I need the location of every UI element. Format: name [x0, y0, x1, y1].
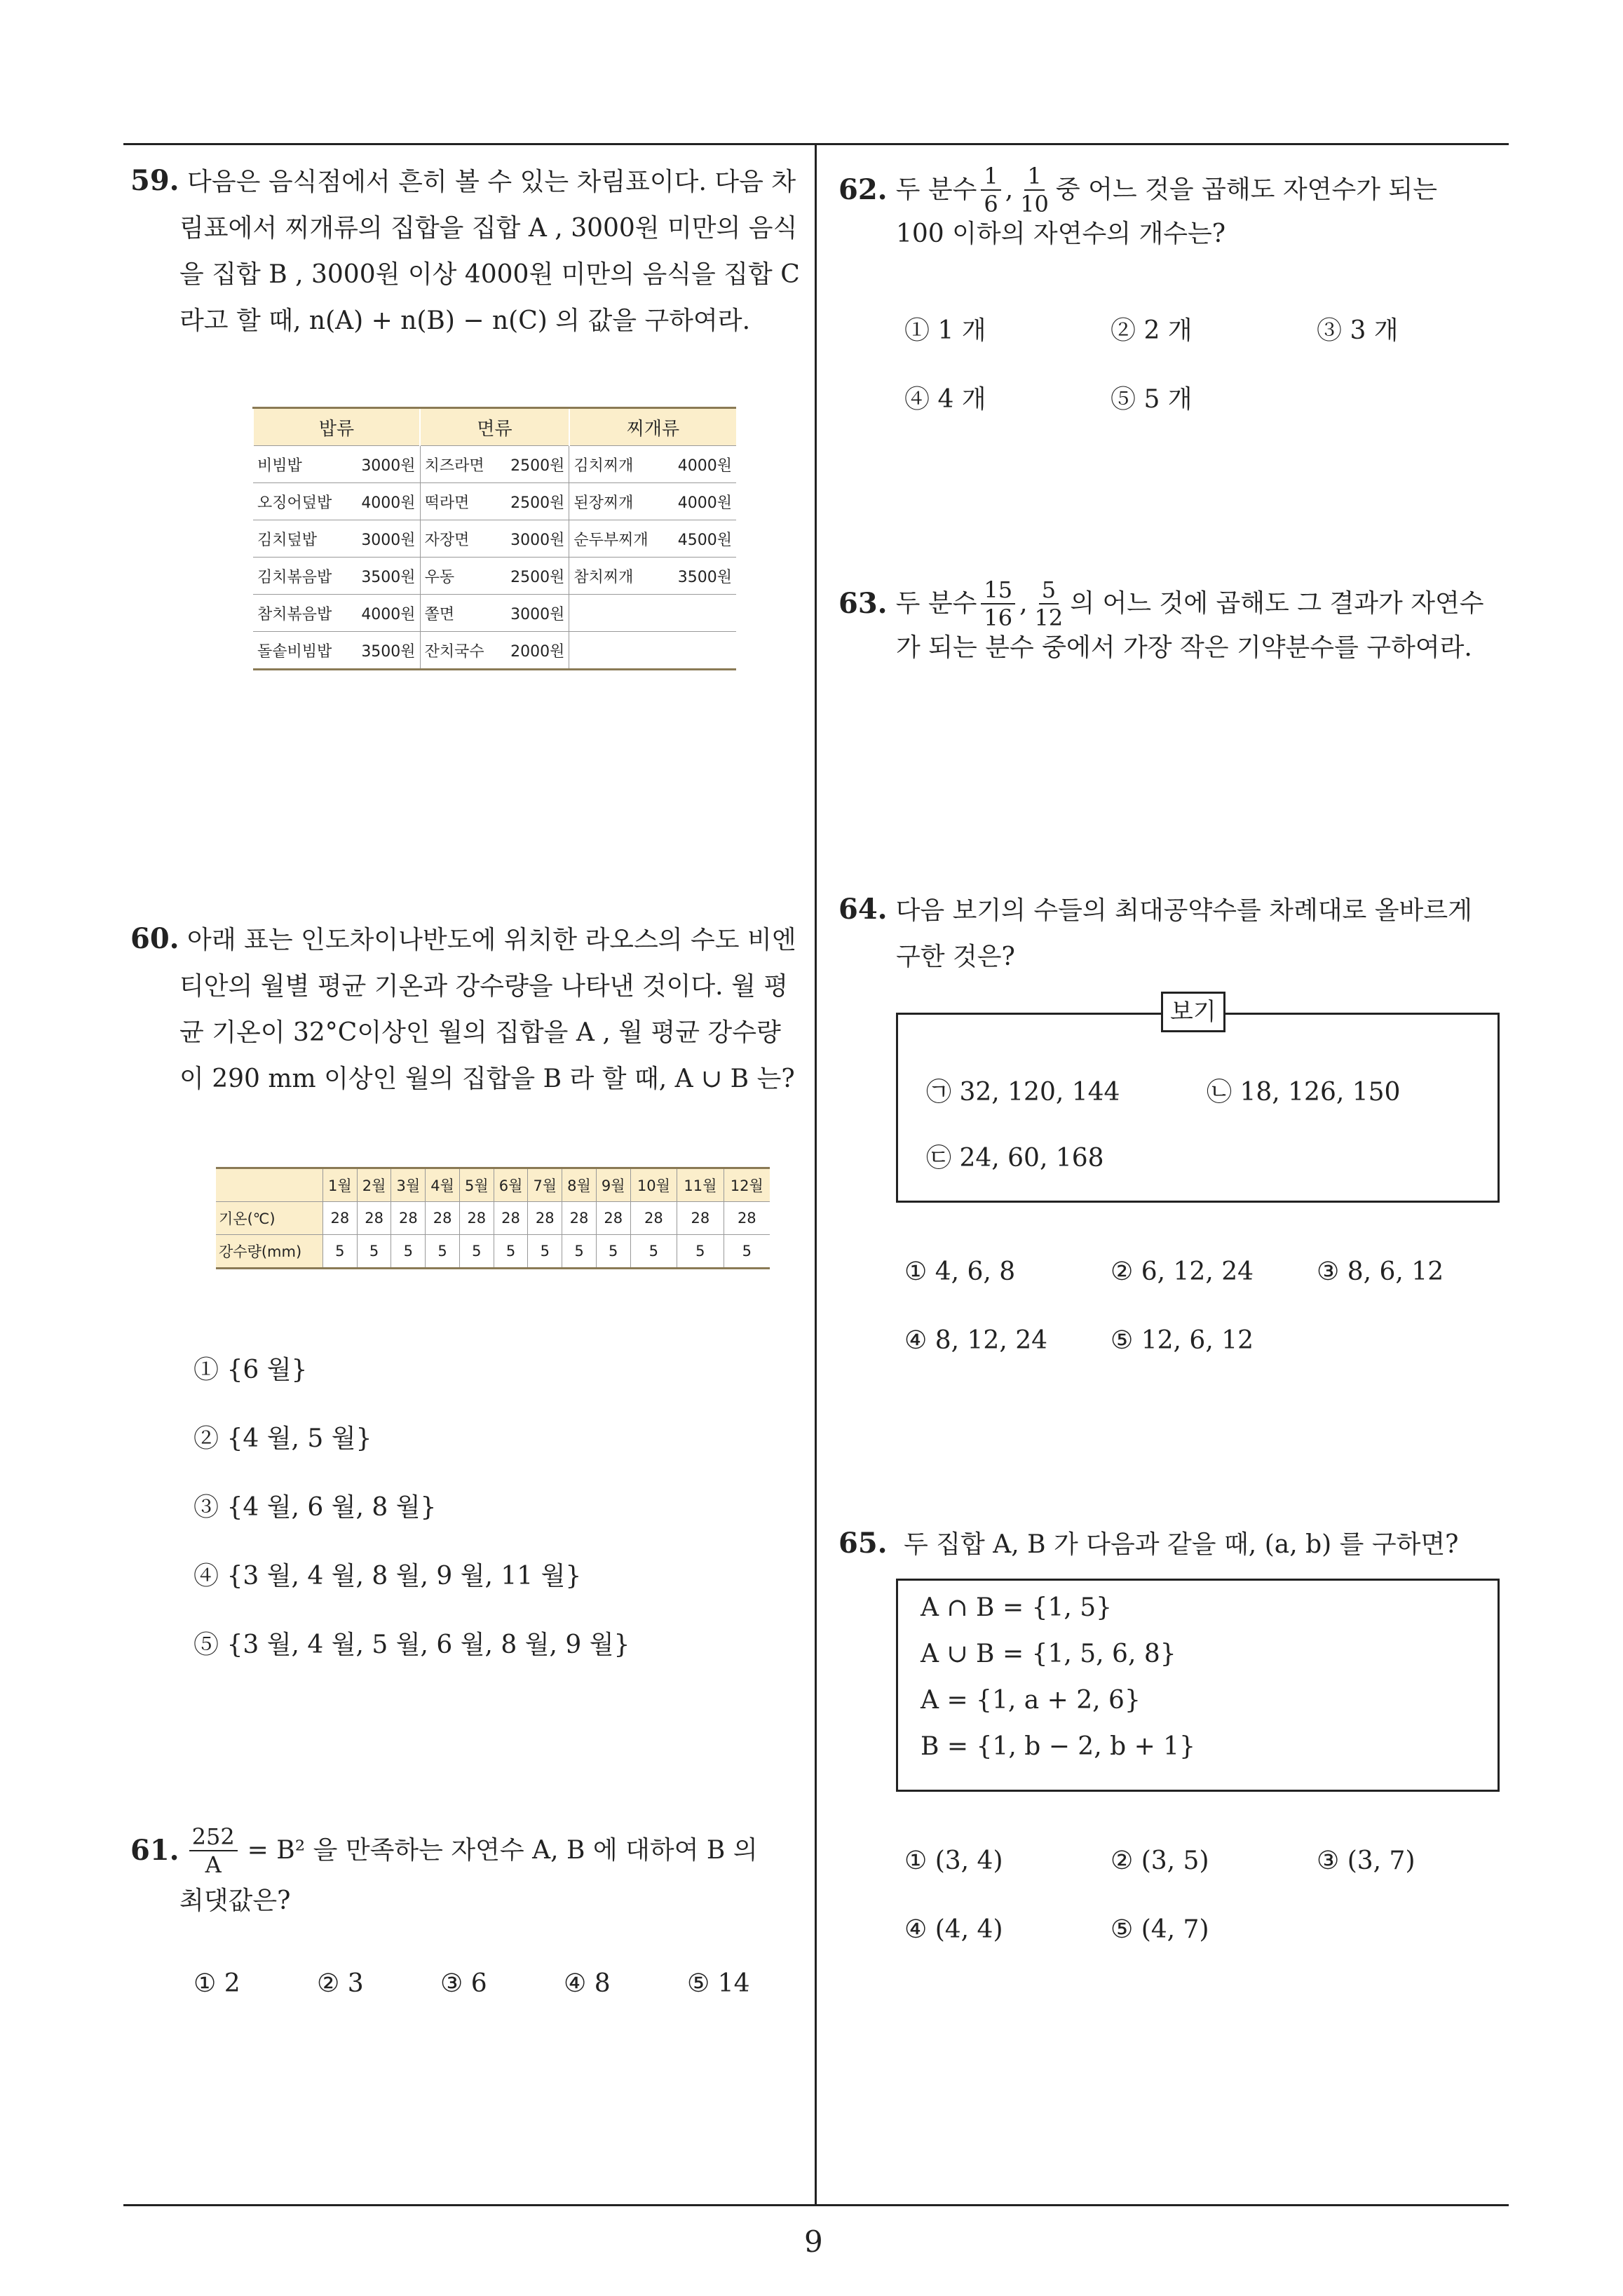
- option-4[interactable]: ④ 8, 12, 24: [904, 1326, 1048, 1355]
- condition-3: A = {1, a + 2, 6}: [921, 1686, 1141, 1715]
- menu-row: [253, 632, 736, 670]
- question-number: 65.: [838, 1527, 888, 1560]
- weather-value: 28: [426, 1202, 460, 1235]
- question-text-line2: 가 되는 분수 중에서 가장 작은 기약분수를 구하여라.: [896, 633, 1472, 662]
- menu-item-price: 4000원: [677, 494, 732, 512]
- weather-value: 5: [562, 1235, 597, 1269]
- question-62: [838, 163, 1512, 251]
- fraction-2: [1017, 163, 1052, 217]
- question-60: [130, 916, 803, 1102]
- question-61: [130, 1823, 803, 1924]
- weather-value: 5: [323, 1235, 358, 1269]
- option-4[interactable]: ④ (4, 4): [904, 1915, 1003, 1944]
- menu-item-price: 2500원: [510, 568, 565, 586]
- fraction-2: [1032, 576, 1066, 631]
- month-header: 12월: [724, 1168, 770, 1202]
- example-item-3: ㉢ 24, 60, 168: [926, 1144, 1104, 1173]
- menu-item-name: 순두부찌개: [573, 531, 648, 549]
- option-3[interactable]: ③ {4 월, 6 월, 8 월}: [193, 1493, 437, 1522]
- weather-value: 5: [630, 1235, 677, 1269]
- menu-cell: [253, 520, 420, 558]
- menu-cell: [569, 446, 736, 483]
- month-header: 1월: [323, 1168, 358, 1202]
- month-header: 2월: [357, 1168, 391, 1202]
- menu-item-price: 3000원: [361, 531, 416, 549]
- weather-value: 5: [391, 1235, 426, 1269]
- option-3[interactable]: ③ 3 개: [1317, 316, 1399, 345]
- menu-item-price: 3000원: [510, 605, 565, 623]
- set-conditions-box: [896, 1579, 1500, 1792]
- option-1[interactable]: ① 1 개: [904, 316, 986, 345]
- bottom-rule: [123, 2204, 1509, 2206]
- text-pre: 두 분수: [895, 175, 977, 204]
- row-label: 기온(℃): [216, 1202, 323, 1235]
- question-number: 60.: [130, 922, 179, 955]
- menu-cell: [569, 520, 736, 558]
- example-box: [896, 1013, 1500, 1203]
- condition-2: A ∪ B = {1, 5, 6, 8}: [921, 1640, 1176, 1668]
- question-text-line2: 100 이하의 자연수의 개수는?: [896, 220, 1226, 248]
- menu-cell: [420, 446, 569, 483]
- weather-value: 28: [677, 1202, 724, 1235]
- menu-header-stew: 찌개류: [569, 408, 736, 446]
- menu-item-name: 김치볶음밥: [257, 568, 332, 586]
- menu-item-name: 치즈라면: [424, 457, 484, 475]
- question-63: [838, 576, 1512, 665]
- month-header: 11월: [677, 1168, 724, 1202]
- weather-value: 28: [323, 1202, 358, 1235]
- month-header: 4월: [426, 1168, 460, 1202]
- option-2[interactable]: ② {4 월, 5 월}: [193, 1424, 372, 1453]
- option-2[interactable]: ② 6, 12, 24: [1111, 1257, 1254, 1286]
- fraction-1: [981, 163, 1000, 217]
- weather-table-wrapper: [216, 1167, 770, 1269]
- question-number: 59.: [130, 164, 179, 197]
- question-number: 63.: [838, 587, 888, 620]
- month-header: 7월: [528, 1168, 562, 1202]
- menu-item-name: 된장찌개: [573, 494, 634, 512]
- month-header: 8월: [562, 1168, 597, 1202]
- menu-item-name: 김치찌개: [573, 457, 634, 475]
- menu-cell: [569, 632, 736, 670]
- question-text-line2: 최댓값은?: [179, 1886, 291, 1915]
- menu-cell: [253, 595, 420, 632]
- option-1[interactable]: ① {6 월}: [193, 1356, 308, 1384]
- column-divider: [815, 143, 817, 2205]
- comma: ,: [1005, 175, 1014, 204]
- weather-value: 5: [357, 1235, 391, 1269]
- corner-cell: [216, 1168, 323, 1202]
- menu-cell: [253, 558, 420, 595]
- month-header: 6월: [494, 1168, 528, 1202]
- weather-value: 5: [724, 1235, 770, 1269]
- fraction: [189, 1823, 238, 1878]
- question-number: 62.: [838, 173, 888, 206]
- menu-item-price: 3000원: [361, 457, 416, 475]
- question-number: 64.: [838, 893, 888, 926]
- text-post: 의 어느 것에 곱해도 그 결과가 자연수: [1070, 589, 1484, 618]
- menu-item-name: 오징어덮밥: [257, 494, 332, 512]
- month-header: 10월: [630, 1168, 677, 1202]
- option-4[interactable]: ④ 8: [564, 1969, 611, 1998]
- weather-row: [216, 1202, 770, 1235]
- question-59: [130, 158, 803, 344]
- menu-item-price: 4500원: [677, 531, 732, 549]
- weather-value: 28: [724, 1202, 770, 1235]
- menu-item-price: 2500원: [510, 494, 565, 512]
- option-4[interactable]: ④ 4 개: [904, 385, 986, 414]
- menu-cell: [253, 446, 420, 483]
- menu-row: [253, 595, 736, 632]
- menu-item-price: 3500원: [361, 642, 416, 661]
- menu-cell: [420, 632, 569, 670]
- menu-item-price: 3500원: [677, 568, 732, 586]
- menu-item-name: 김치덮밥: [257, 531, 318, 549]
- weather-value: 28: [630, 1202, 677, 1235]
- option-4[interactable]: ④ {3 월, 4 월, 8 월, 9 월, 11 월}: [193, 1562, 582, 1591]
- weather-row: [216, 1235, 770, 1269]
- option-5[interactable]: ⑤ 5 개: [1111, 385, 1193, 414]
- weather-value: 5: [596, 1235, 630, 1269]
- question-number: 61.: [130, 1834, 179, 1867]
- question-text: 다음은 음식점에서 흔히 볼 수 있는 차림표이다. 다음 차림표에서 찌개류의 집합을 집합 A , 3000원 미만의 음식을 집합 B , 3000원 이상 4000원 미만의 음식을 집합 C 라고 할 때, n(A) + n(B) − n(C) 의 값을 구하여라.: [179, 168, 800, 335]
- numerator: 1: [981, 163, 1000, 191]
- numerator: 5: [1039, 576, 1059, 605]
- weather-value: 5: [494, 1235, 528, 1269]
- numerator: 1: [1024, 163, 1044, 191]
- menu-cell: [420, 520, 569, 558]
- menu-item-price: 2000원: [510, 642, 565, 661]
- menu-item-name: 우동: [424, 568, 455, 586]
- menu-cell: [569, 483, 736, 520]
- month-header: 9월: [596, 1168, 630, 1202]
- option-3[interactable]: ③ 8, 6, 12: [1317, 1257, 1444, 1286]
- text-post: 중 어느 것을 곱해도 자연수가 되는: [1055, 175, 1437, 204]
- condition-1: A ∩ B = {1, 5}: [921, 1593, 1113, 1622]
- example-item-1: ㉠ 32, 120, 144: [926, 1078, 1120, 1107]
- example-item-2: ㉡ 18, 126, 150: [1207, 1078, 1401, 1107]
- question-65: [838, 1520, 1512, 1568]
- option-5[interactable]: ⑤ 12, 6, 12: [1111, 1326, 1254, 1355]
- menu-item-name: 돌솥비빔밥: [257, 642, 332, 661]
- fraction-1: [981, 576, 1015, 631]
- month-header: 3월: [391, 1168, 426, 1202]
- month-header: 5월: [459, 1168, 494, 1202]
- option-3[interactable]: ③ 6: [440, 1969, 487, 1998]
- menu-item-name: 자장면: [424, 531, 470, 549]
- numerator: 15: [981, 576, 1015, 605]
- weather-value: 28: [459, 1202, 494, 1235]
- question-64: [838, 886, 1512, 980]
- denominator: A: [205, 1851, 222, 1878]
- question-text-line2: 구한 것은?: [896, 943, 1015, 971]
- weather-value: 5: [459, 1235, 494, 1269]
- denominator: 16: [984, 605, 1013, 631]
- weather-value: 28: [494, 1202, 528, 1235]
- menu-table: [252, 407, 736, 670]
- menu-item-price: 3000원: [510, 531, 565, 549]
- menu-item-name: 비빔밥: [257, 457, 302, 475]
- option-2[interactable]: ② 2 개: [1111, 316, 1193, 345]
- menu-item-price: 4000원: [677, 457, 732, 475]
- menu-item-price: 4000원: [361, 494, 416, 512]
- option-1[interactable]: ① 2: [193, 1969, 240, 1998]
- menu-row: [253, 446, 736, 483]
- menu-cell: [420, 558, 569, 595]
- option-5[interactable]: ⑤ 14: [687, 1969, 750, 1998]
- menu-cell: [253, 483, 420, 520]
- question-text: 다음 보기의 수들의 최대공약수를 차례대로 올바르게: [895, 896, 1472, 925]
- example-box-label: 보기: [1161, 992, 1225, 1032]
- menu-item-price: 3500원: [361, 568, 416, 586]
- denominator: 6: [984, 191, 998, 217]
- menu-table-wrapper: [252, 407, 736, 670]
- menu-item-name: 떡라면: [424, 494, 470, 512]
- menu-row: [253, 483, 736, 520]
- question-text: = B² 을 만족하는 자연수 A, B 에 대하여 B 의: [247, 1836, 758, 1865]
- option-2[interactable]: ② (3, 5): [1111, 1846, 1209, 1875]
- menu-cell: [420, 483, 569, 520]
- numerator: 252: [189, 1823, 238, 1851]
- menu-item-price: 2500원: [510, 457, 565, 475]
- menu-row: [253, 520, 736, 558]
- menu-cell: [569, 595, 736, 632]
- menu-row: [253, 558, 736, 595]
- text-pre: 두 분수: [895, 589, 977, 618]
- menu-header-rice: 밥류: [253, 408, 420, 446]
- denominator: 10: [1020, 191, 1049, 217]
- question-text: 아래 표는 인도차이나반도에 위치한 라오스의 수도 비엔티안의 월별 평균 기온과 강수량을 나타낸 것이다. 월 평균 기온이 32°C이상인 월의 집합을 A , 월 평균 강수량이 290 mm 이상인 월의 집합을 B 라 할 때, A ∪ B 는?: [179, 926, 796, 1093]
- menu-item-name: 쫄면: [424, 605, 455, 623]
- weather-value: 28: [562, 1202, 597, 1235]
- denominator: 12: [1034, 605, 1064, 631]
- weather-value: 28: [391, 1202, 426, 1235]
- weather-value: 28: [596, 1202, 630, 1235]
- menu-cell: [420, 595, 569, 632]
- page-number: 9: [804, 2224, 823, 2259]
- weather-value: 28: [357, 1202, 391, 1235]
- option-5[interactable]: ⑤ {3 월, 4 월, 5 월, 6 월, 8 월, 9 월}: [193, 1630, 630, 1659]
- menu-header-noodle: 면류: [420, 408, 569, 446]
- menu-cell: [253, 632, 420, 670]
- option-2[interactable]: ② 3: [317, 1969, 364, 1998]
- menu-cell: [569, 558, 736, 595]
- option-1[interactable]: ① (3, 4): [904, 1846, 1003, 1875]
- comma: ,: [1019, 589, 1028, 618]
- menu-item-name: 참치찌개: [573, 568, 634, 586]
- question-text: 두 집합 A, B 가 다음과 같을 때, (a, b) 를 구하면?: [904, 1530, 1459, 1559]
- weather-value: 28: [528, 1202, 562, 1235]
- weather-value: 5: [426, 1235, 460, 1269]
- menu-item-name: 참치볶음밥: [257, 605, 332, 623]
- option-3[interactable]: ③ (3, 7): [1317, 1846, 1415, 1875]
- option-5[interactable]: ⑤ (4, 7): [1111, 1915, 1209, 1944]
- menu-item-price: 4000원: [361, 605, 416, 623]
- condition-4: B = {1, b − 2, b + 1}: [921, 1732, 1195, 1761]
- menu-item-name: 잔치국수: [424, 642, 484, 661]
- weather-value: 5: [677, 1235, 724, 1269]
- row-label: 강수량(mm): [216, 1235, 323, 1269]
- weather-value: 5: [528, 1235, 562, 1269]
- option-1[interactable]: ① 4, 6, 8: [904, 1257, 1016, 1286]
- weather-table: [216, 1167, 770, 1269]
